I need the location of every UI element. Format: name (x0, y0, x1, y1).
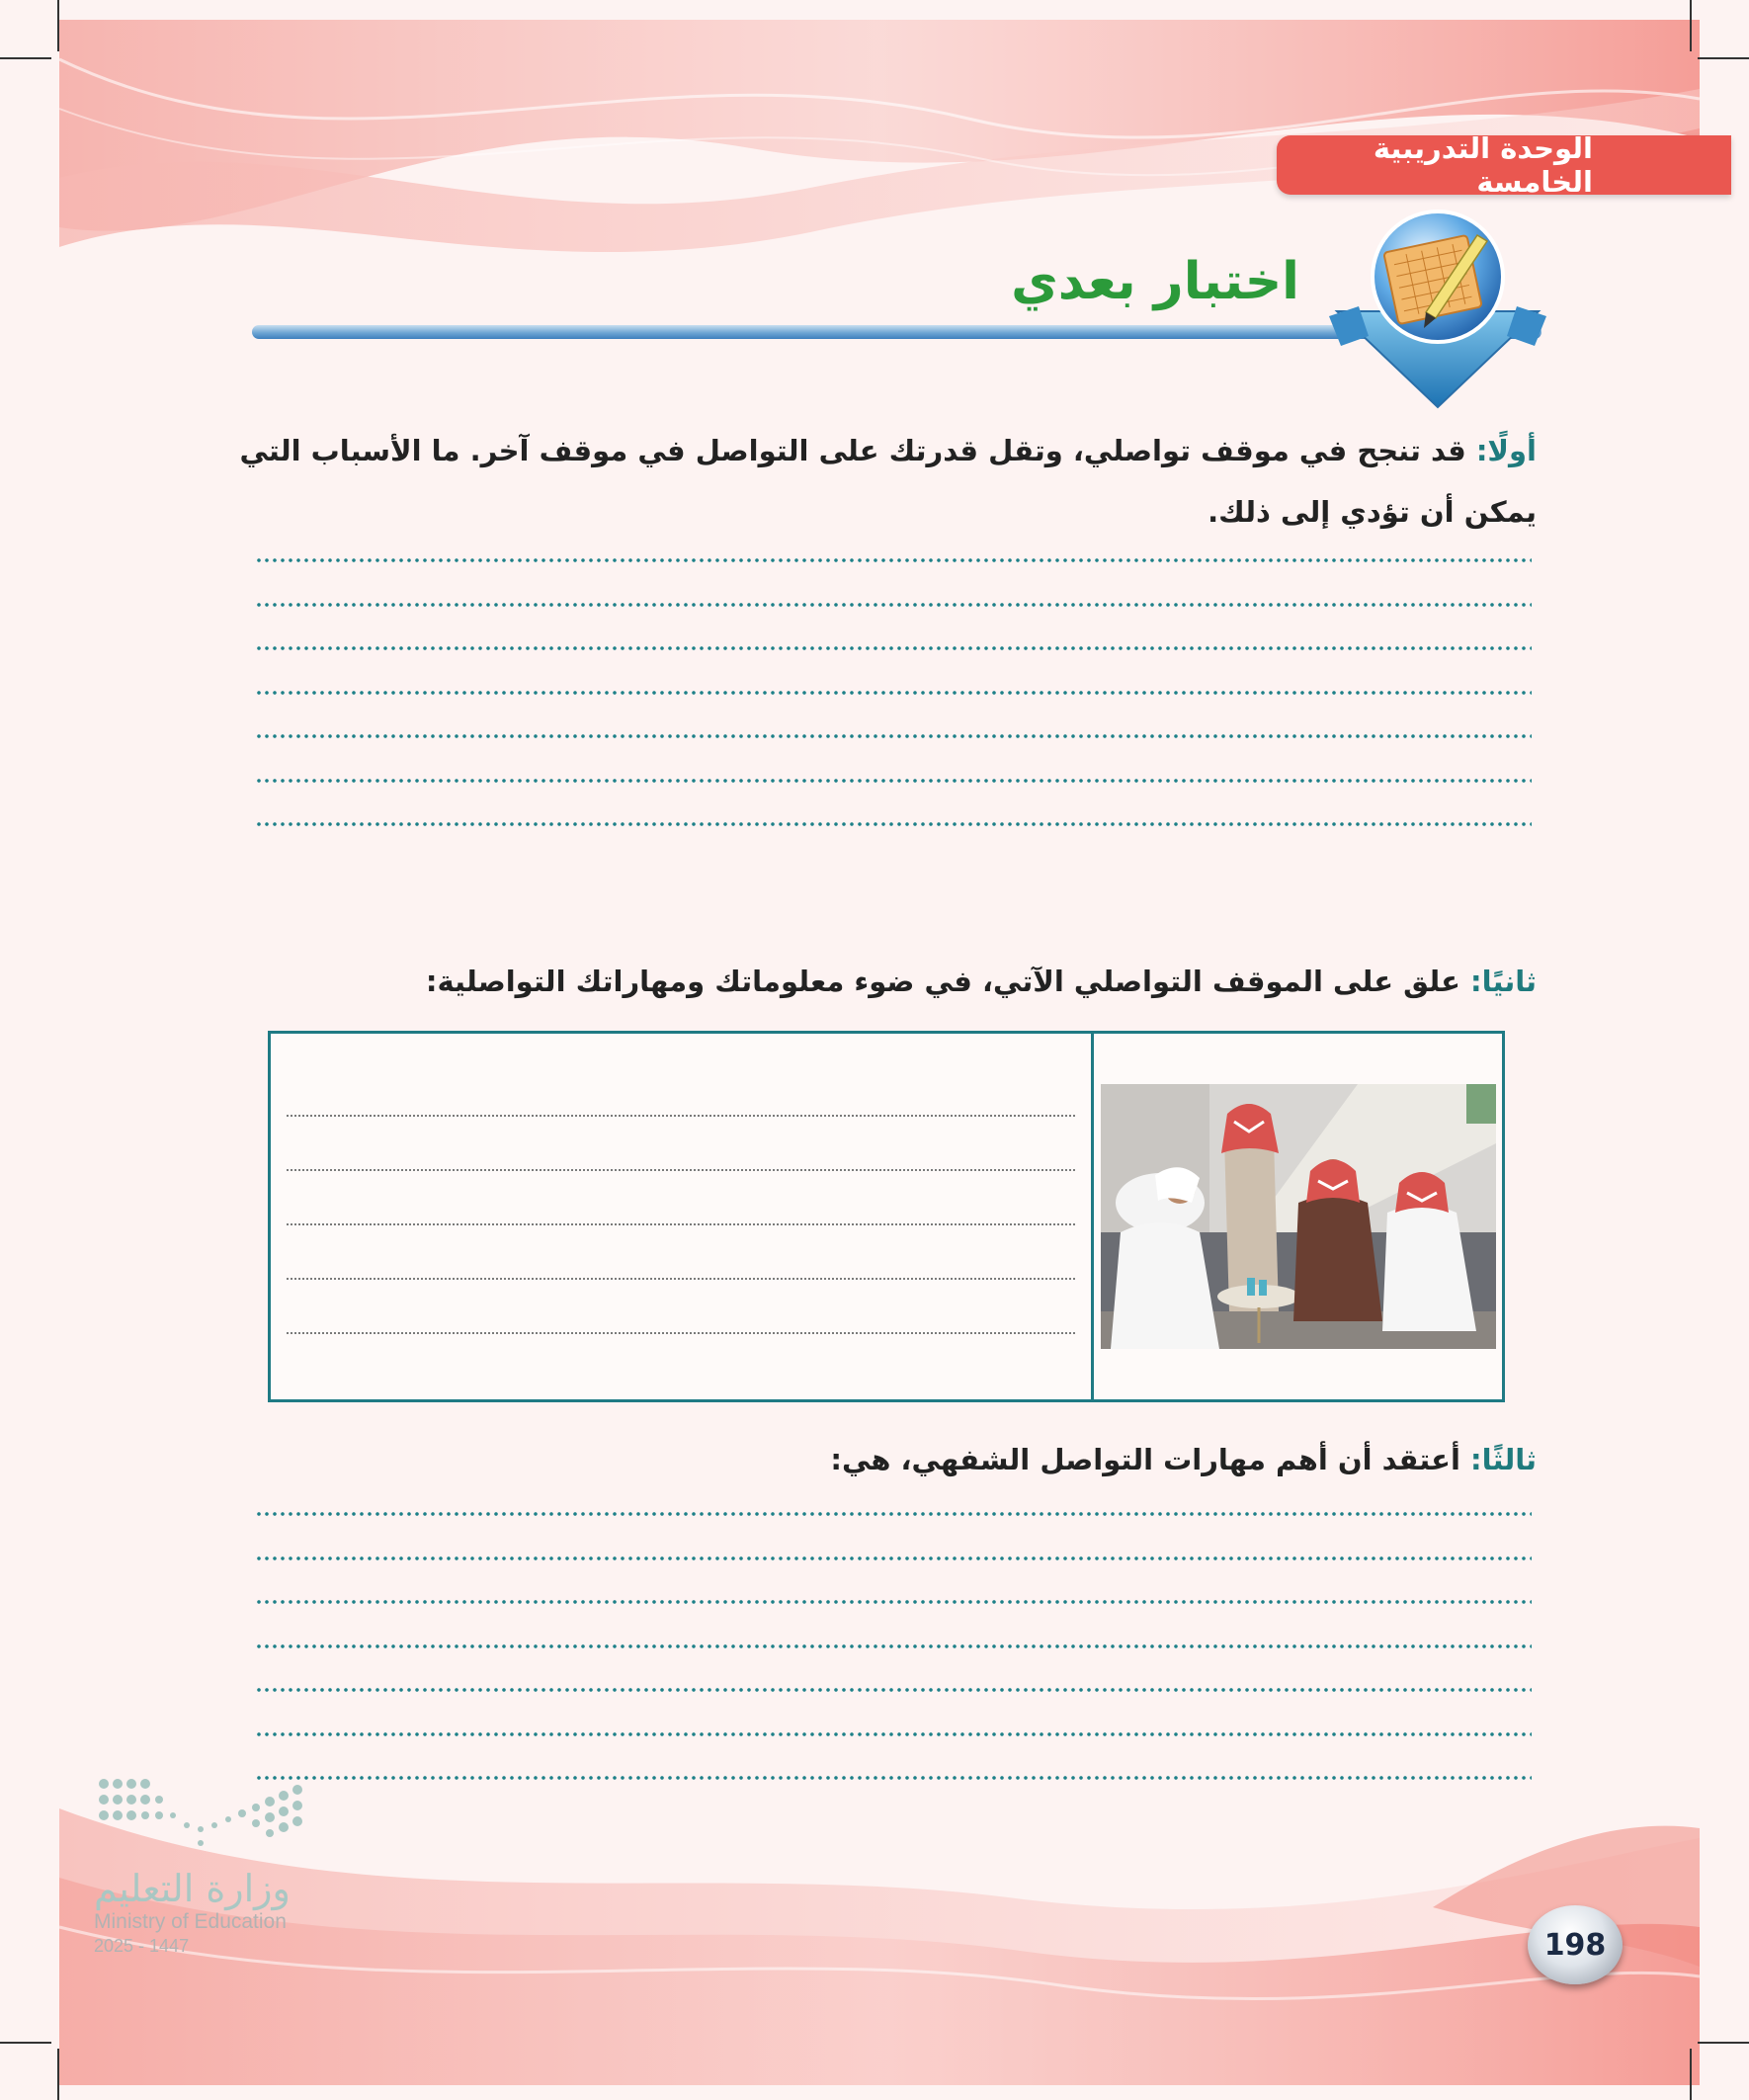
question-1-label: أولًا: (1475, 434, 1537, 467)
comment-line[interactable] (286, 1332, 1076, 1334)
ministry-dots-icon (94, 1774, 311, 1853)
unit-badge (1277, 131, 1731, 199)
answer-line[interactable] (255, 1512, 1532, 1516)
crop-mark (0, 57, 51, 59)
question-2-text: علق على الموقف التواصلي الآتي، في ضوء معلوماتك ومهاراتك التواصلية: (425, 965, 1460, 998)
answer-line[interactable] (255, 1644, 1532, 1648)
page-title: اختبار بعدي (1011, 252, 1299, 311)
ministry-logo (94, 1774, 321, 1957)
question-1 (212, 420, 1537, 543)
answer-line[interactable] (255, 779, 1532, 783)
answer-lines-1[interactable] (255, 558, 1532, 867)
test-sheet-icon (1329, 208, 1546, 410)
answer-line[interactable] (255, 691, 1532, 695)
comment-line[interactable] (286, 1223, 1076, 1225)
answer-line[interactable] (255, 558, 1532, 562)
ministry-name-english: Ministry of Education (94, 1910, 287, 1933)
crop-mark (1698, 2042, 1749, 2044)
conversation-photo (1101, 1084, 1496, 1349)
photo-cell (1091, 1034, 1502, 1399)
answer-line[interactable] (255, 1600, 1532, 1604)
question-2 (212, 951, 1537, 1012)
crop-mark (0, 2042, 51, 2044)
answer-line[interactable] (255, 822, 1532, 826)
answer-line[interactable] (255, 734, 1532, 738)
crop-mark (57, 0, 59, 51)
page-number (1528, 1905, 1623, 1984)
answer-line[interactable] (255, 1732, 1532, 1736)
ministry-year: 2025 - 1447 (94, 1936, 190, 1956)
answer-lines-3[interactable] (255, 1512, 1532, 1820)
answer-line[interactable] (255, 1556, 1532, 1560)
question-3-label: ثالثًا: (1470, 1443, 1537, 1476)
crop-mark (1698, 57, 1749, 59)
answer-line[interactable] (255, 603, 1532, 607)
comment-line[interactable] (286, 1115, 1076, 1117)
crop-mark (57, 2049, 59, 2100)
answer-line[interactable] (255, 1776, 1532, 1780)
question-1-text: قد تنجح في موقف تواصلي، وتقل قدرتك على التواصل في موقف آخر. ما الأسباب التي يمكن أن تؤدي إلى ذلك. (239, 434, 1537, 529)
crop-mark (1690, 2049, 1692, 2100)
answer-line[interactable] (255, 646, 1532, 650)
ministry-name-arabic: وزارة التعليم (94, 1867, 291, 1910)
unit-label: الوحدة التدريبية الخامسة (1373, 131, 1593, 199)
question-3-text: أعتقد أن أهم مهارات التواصل الشفهي، هي: (830, 1443, 1460, 1476)
comment-box (268, 1031, 1505, 1402)
comment-lines[interactable] (271, 1034, 1091, 1399)
question-2-label: ثانيًا: (1470, 965, 1537, 998)
page-number-text: 198 (1543, 1927, 1607, 1963)
answer-line[interactable] (255, 1688, 1532, 1692)
comment-line[interactable] (286, 1169, 1076, 1171)
crop-mark (1690, 0, 1692, 51)
comment-line[interactable] (286, 1278, 1076, 1280)
question-3 (212, 1429, 1537, 1490)
